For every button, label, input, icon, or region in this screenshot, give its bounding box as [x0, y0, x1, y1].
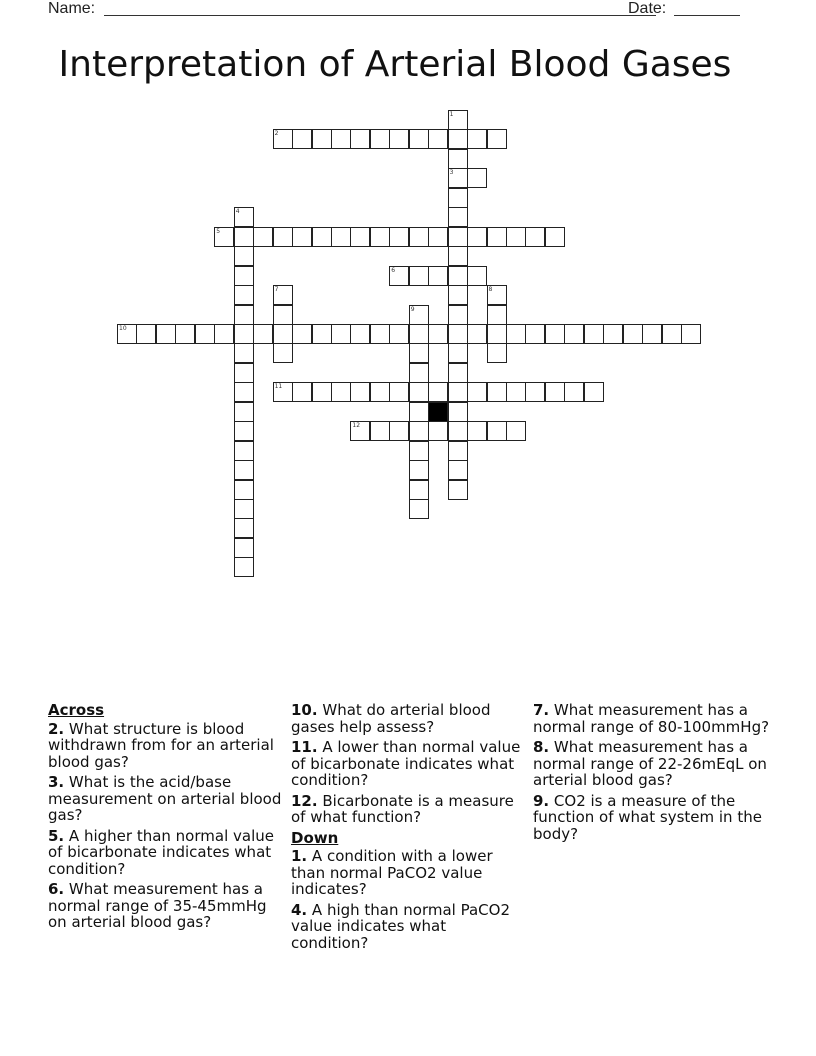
clue-number: 2. [48, 719, 65, 738]
clue-text: What measurement has a normal range of 35-45mmHg on arterial blood gas? [48, 880, 267, 931]
clue-number: 6. [48, 880, 65, 898]
crossword-cell[interactable] [428, 421, 448, 441]
crossword-cell[interactable] [525, 382, 545, 402]
crossword-cell[interactable] [214, 324, 234, 344]
crossword-cell[interactable] [409, 382, 429, 402]
crossword-cell[interactable] [273, 324, 293, 344]
clue-text: What structure is blood withdrawn from for an arterial blood gas? [48, 719, 274, 771]
crossword-cell[interactable] [234, 363, 254, 383]
crossword-cell[interactable] [681, 324, 701, 344]
crossword-cell[interactable] [331, 227, 351, 247]
crossword-cell[interactable] [312, 382, 332, 402]
clue-across-6 [48, 881, 283, 931]
crossword-cell[interactable] [448, 421, 468, 441]
clue-text: What is the acid/base measurement on arterial blood gas? [48, 773, 282, 824]
clue-across-2 [48, 721, 283, 771]
crossword-cell[interactable] [234, 538, 254, 558]
clue-text: A high than normal PaCO2 value indicates what condition? [291, 900, 510, 952]
clue-number: 4. [291, 900, 308, 919]
crossword-cell[interactable] [370, 129, 390, 149]
crossword-cell[interactable] [350, 324, 370, 344]
crossword-cell[interactable] [545, 227, 565, 247]
crossword-cell[interactable] [467, 129, 487, 149]
crossword-cell[interactable] [564, 382, 584, 402]
crossword-cell[interactable] [448, 363, 468, 383]
crossword-cell[interactable] [409, 402, 429, 422]
cell-number: 2 [274, 130, 279, 138]
crossword-cell[interactable] [409, 266, 429, 286]
crossword-cell[interactable] [234, 285, 254, 305]
cell-number: 12 [352, 422, 361, 430]
crossword-cell[interactable] [487, 305, 507, 325]
crossword-cell[interactable] [428, 227, 448, 247]
across-heading: Across [48, 701, 105, 719]
down-heading: Down [291, 828, 339, 847]
crossword-cell[interactable] [234, 499, 254, 519]
crossword-cell[interactable] [545, 382, 565, 402]
crossword-cell[interactable] [467, 382, 487, 402]
crossword-cell[interactable] [273, 382, 293, 402]
crossword-cell[interactable] [312, 227, 332, 247]
crossword-cell[interactable] [448, 227, 468, 247]
clue-text: What measurement has a normal range of 80-100mmHg? [533, 701, 770, 736]
crossword-cell[interactable] [428, 324, 448, 344]
crossword-cell[interactable] [506, 382, 526, 402]
clues-column-2 [291, 702, 526, 955]
crossword-cell[interactable] [545, 324, 565, 344]
crossword-cell[interactable] [350, 227, 370, 247]
crossword-cell[interactable] [448, 402, 468, 422]
clue-across-12 [291, 793, 526, 826]
crossword-cell[interactable] [195, 324, 215, 344]
crossword-cell[interactable] [487, 227, 507, 247]
crossword-cell[interactable] [234, 402, 254, 422]
clue-number: 3. [48, 773, 65, 791]
crossword-cell[interactable] [370, 382, 390, 402]
crossword-block [428, 402, 448, 422]
crossword-cell[interactable] [175, 324, 195, 344]
crossword-cell[interactable] [234, 480, 254, 500]
clue-text: What do arterial blood gases help assess? [291, 701, 491, 736]
crossword-cell[interactable] [448, 246, 468, 266]
crossword-cell[interactable] [312, 324, 332, 344]
crossword-cell[interactable] [389, 421, 409, 441]
crossword-cell[interactable] [234, 460, 254, 480]
crossword-cell[interactable] [389, 324, 409, 344]
crossword-cell[interactable] [428, 129, 448, 149]
crossword-cell[interactable] [234, 266, 254, 286]
cell-number: 5 [216, 227, 221, 235]
cell-number: 9 [410, 305, 415, 313]
crossword-cell[interactable] [234, 382, 254, 402]
clue-across-5 [48, 828, 283, 878]
crossword-cell[interactable] [448, 460, 468, 480]
crossword-cell[interactable] [448, 110, 468, 130]
crossword-cell[interactable] [273, 129, 293, 149]
crossword-cell[interactable] [370, 324, 390, 344]
crossword-cell[interactable] [370, 227, 390, 247]
crossword-cell[interactable] [331, 129, 351, 149]
crossword-cell[interactable] [273, 343, 293, 363]
cell-number: 3 [449, 169, 454, 177]
crossword-cell[interactable] [428, 382, 448, 402]
crossword-cell[interactable] [234, 518, 254, 538]
crossword-cell[interactable] [234, 421, 254, 441]
crossword-cell[interactable] [136, 324, 156, 344]
crossword-cell[interactable] [487, 285, 507, 305]
clue-number: 7. [533, 701, 550, 719]
name-label: Name: [48, 0, 96, 17]
crossword-cell[interactable] [273, 227, 293, 247]
clues-column-1 [48, 702, 283, 935]
crossword-cell[interactable] [584, 324, 604, 344]
crossword-cell[interactable] [448, 285, 468, 305]
crossword-cell[interactable] [448, 207, 468, 227]
clue-down-4 [291, 902, 526, 952]
crossword-cell[interactable] [389, 266, 409, 286]
crossword-cell[interactable] [331, 382, 351, 402]
cell-number: 1 [449, 111, 454, 118]
crossword-cell[interactable] [234, 343, 254, 363]
crossword-cell[interactable] [448, 149, 468, 169]
clue-number: 10. [291, 701, 318, 719]
crossword-cell[interactable] [312, 129, 332, 149]
crossword-cell[interactable] [273, 285, 293, 305]
cell-number: 6 [391, 266, 396, 274]
crossword-cell[interactable] [409, 441, 429, 461]
crossword-cell[interactable] [487, 324, 507, 344]
crossword-cell[interactable] [234, 441, 254, 461]
clue-down-1 [291, 848, 526, 898]
cell-number: 7 [274, 286, 279, 294]
crossword-cell[interactable] [292, 324, 312, 344]
crossword-cell[interactable] [506, 324, 526, 344]
clue-across-10 [291, 702, 526, 735]
crossword-cell[interactable] [370, 421, 390, 441]
crossword-cell[interactable] [253, 324, 273, 344]
clue-down-9 [533, 793, 773, 843]
crossword-cell[interactable] [487, 343, 507, 363]
clue-text: CO2 is a measure of the function of what system in the body? [533, 791, 762, 843]
cell-number: 10 [119, 324, 127, 332]
crossword-cell[interactable] [642, 324, 662, 344]
crossword-cell[interactable] [156, 324, 176, 344]
clue-down-7 [533, 702, 773, 735]
clue-number: 9. [533, 791, 550, 810]
crossword-cell[interactable] [467, 168, 487, 188]
crossword-cell[interactable] [234, 324, 254, 344]
crossword-cell[interactable] [234, 246, 254, 266]
crossword-cell[interactable] [428, 266, 448, 286]
crossword-cell[interactable] [467, 227, 487, 247]
clue-number: 5. [48, 826, 65, 845]
cell-number: 11 [274, 383, 283, 391]
crossword-cell[interactable] [487, 421, 507, 441]
crossword-cell[interactable] [273, 305, 293, 325]
clue-text: Bicarbonate is a measure of what function? [291, 791, 514, 826]
crossword-cell[interactable] [448, 129, 468, 149]
crossword-cell[interactable] [292, 382, 312, 402]
crossword-cell[interactable] [409, 343, 429, 363]
clue-across-11 [291, 739, 526, 789]
crossword-cell[interactable] [506, 227, 526, 247]
clue-number: 8. [533, 738, 550, 756]
cell-number: 4 [235, 208, 240, 216]
crossword-cell[interactable] [525, 227, 545, 247]
crossword-cell[interactable] [409, 227, 429, 247]
crossword-cell[interactable] [603, 324, 623, 344]
crossword-cell[interactable] [448, 324, 468, 344]
crossword-cell[interactable] [409, 460, 429, 480]
crossword-cell[interactable] [409, 129, 429, 149]
crossword-cell[interactable] [331, 324, 351, 344]
crossword-cell[interactable] [467, 421, 487, 441]
crossword-cell[interactable] [448, 168, 468, 188]
crossword-cell[interactable] [350, 382, 370, 402]
clues-column-3 [533, 702, 773, 846]
crossword-cell[interactable] [214, 227, 234, 247]
clue-across-3 [48, 774, 283, 824]
crossword-cell[interactable] [409, 421, 429, 441]
page-title: Interpretation of Arterial Blood Gases [58, 44, 732, 85]
crossword-cell[interactable] [292, 227, 312, 247]
clue-text: A higher than normal value of bicarbonate indicates what condition? [48, 826, 274, 878]
cell-number: 8 [488, 286, 493, 294]
crossword-cell[interactable] [409, 480, 429, 500]
crossword-cell[interactable] [584, 382, 604, 402]
crossword-cell[interactable] [389, 129, 409, 149]
crossword-cell[interactable] [409, 363, 429, 383]
crossword-cell[interactable] [564, 324, 584, 344]
crossword-cell[interactable] [467, 324, 487, 344]
crossword-cell[interactable] [448, 305, 468, 325]
date-label: Date: [628, 0, 667, 17]
crossword-cell[interactable] [234, 305, 254, 325]
crossword-cell[interactable] [448, 382, 468, 402]
clue-down-8 [533, 739, 773, 789]
crossword-cell[interactable] [487, 129, 507, 149]
crossword-cell[interactable] [389, 227, 409, 247]
crossword-cell[interactable] [253, 227, 273, 247]
crossword-cell[interactable] [662, 324, 682, 344]
crossword-cell[interactable] [623, 324, 643, 344]
crossword-cell[interactable] [117, 324, 137, 344]
crossword-cell[interactable] [448, 480, 468, 500]
clue-number: 1. [291, 847, 308, 865]
crossword-cell[interactable] [234, 227, 254, 247]
crossword-cell[interactable] [234, 557, 254, 577]
crossword-cell[interactable] [409, 324, 429, 344]
clue-number: 12. [291, 791, 318, 810]
crossword-cell[interactable] [448, 343, 468, 363]
crossword-cell[interactable] [350, 129, 370, 149]
clue-text: A lower than normal value of bicarbonate indicates what condition? [291, 738, 521, 789]
crossword-cell[interactable] [467, 266, 487, 286]
clue-number: 11. [291, 738, 318, 756]
clue-text: A condition with a lower than normal PaCO2 value indicates? [291, 847, 493, 898]
clue-text: What measurement has a normal range of 22-26mEqL on arterial blood gas? [533, 738, 767, 789]
crossword-cell[interactable] [448, 188, 468, 208]
crossword-cell[interactable] [292, 129, 312, 149]
crossword-cell[interactable] [448, 266, 468, 286]
crossword-cell[interactable] [350, 421, 370, 441]
crossword-cell[interactable] [389, 382, 409, 402]
crossword-cell[interactable] [525, 324, 545, 344]
crossword-cell[interactable] [448, 441, 468, 461]
crossword-cell[interactable] [409, 499, 429, 519]
crossword-cell[interactable] [409, 305, 429, 325]
crossword-cell[interactable] [234, 207, 254, 227]
crossword-cell[interactable] [487, 382, 507, 402]
crossword-cell[interactable] [506, 421, 526, 441]
